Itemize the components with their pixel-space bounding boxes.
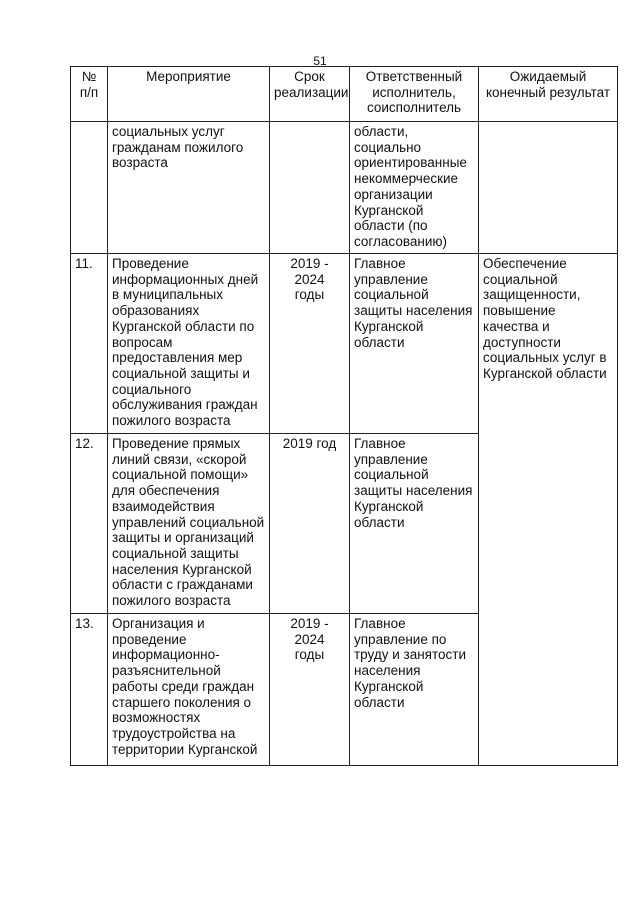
row-activity: Проведение прямых линий связи, «скорой социальной помощи» для обеспечения взаимодействия управлений социальной защиты и организаций социальной защиты населения Курганской области с гражданами пожилого возраста xyxy=(108,434,270,614)
row-term: 2019 - 2024 годы xyxy=(270,614,350,766)
row-num: 13. xyxy=(71,614,108,766)
row-term: 2019 год xyxy=(270,434,350,614)
page-number: 51 xyxy=(313,54,327,68)
row-num: 11. xyxy=(71,254,108,434)
row-result: Обеспечение социальной защищенности, повышение качества и доступности социальных услуг в Курганской области xyxy=(479,254,618,766)
table-header-row xyxy=(71,67,618,122)
row-activity: социальных услуг гражданам пожилого возраста xyxy=(108,122,270,254)
row-responsible: области, социально ориентированные некоммерческие организации Курганской области (по согласованию) xyxy=(350,122,479,254)
row-num xyxy=(71,122,108,254)
row-activity: Проведение информационных дней в муниципальных образованиях Курганской области по вопросам предоставления мер социальной защиты и социального обслуживания граждан пожилого возраста xyxy=(108,254,270,434)
header-term: Срок реализации xyxy=(270,67,350,122)
row-term xyxy=(270,122,350,254)
header-activity: Мероприятие xyxy=(108,67,270,122)
row-responsible: Главное управление социальной защиты населения Курганской области xyxy=(350,434,479,614)
row-term: 2019 - 2024 годы xyxy=(270,254,350,434)
measures-table xyxy=(70,66,618,766)
row-num: 12. xyxy=(71,434,108,614)
row-responsible: Главное управление социальной защиты населения Курганской области xyxy=(350,254,479,434)
header-result: Ожидаемый конечный результат xyxy=(479,67,618,122)
row-result xyxy=(479,122,618,254)
header-num: № п/п xyxy=(71,67,108,122)
table-row xyxy=(71,254,618,434)
table-row xyxy=(71,122,618,254)
header-responsible: Ответственный исполнитель, соисполнитель xyxy=(350,67,479,122)
row-responsible: Главное управление по труду и занятости населения Курганской области xyxy=(350,614,479,766)
row-activity: Организация и проведение информационно- разъяснительной работы среди граждан старшего поколения о возможностях трудоустройства на территории Курганской xyxy=(108,614,270,766)
